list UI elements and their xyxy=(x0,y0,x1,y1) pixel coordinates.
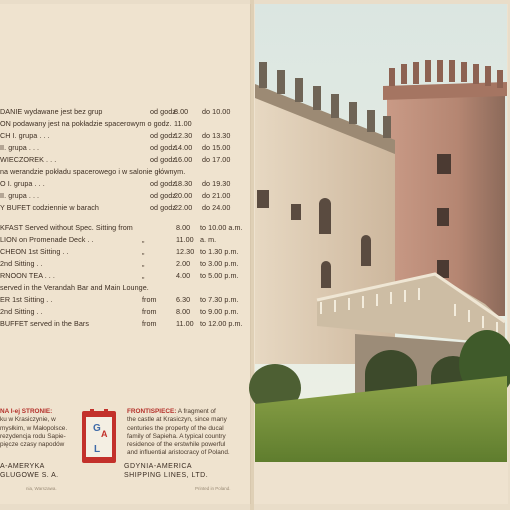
schedule-row xyxy=(0,294,250,305)
printer-credit-en: Printed in Poland. xyxy=(195,486,231,491)
wall-window xyxy=(291,204,301,220)
schedule-time-to: to 10.00 a.m. xyxy=(200,223,243,232)
schedule-row xyxy=(0,106,250,117)
schedule-row xyxy=(0,154,250,165)
schedule-time-to: to 5.00 p.m. xyxy=(200,271,239,280)
frontispiece-line-en: A fragment of xyxy=(177,408,216,415)
schedule-row xyxy=(0,202,250,213)
wall-window xyxy=(321,261,331,288)
schedule-meal-label: Y BUFET codziennie w barach xyxy=(0,203,99,212)
frontispiece-line-en: residence of the erstwhile powerful xyxy=(127,441,226,449)
schedule-prefix: „ xyxy=(142,235,145,244)
schedule-row xyxy=(0,142,250,153)
schedule-meal-label: na werandzie pokładu spacerowego i w salonie głównym. xyxy=(0,167,186,176)
schedule-time-from: 12.30 xyxy=(174,131,193,140)
schedule-row xyxy=(0,318,250,329)
schedule-time-from: 20.00 xyxy=(174,191,193,200)
menu-left-page xyxy=(0,4,251,504)
schedule-time-from: 11.00 xyxy=(176,319,194,328)
frontispiece-note-en xyxy=(127,408,249,458)
company-line: A-AMERYKA xyxy=(0,463,45,470)
wall-window xyxy=(361,235,371,266)
schedule-row xyxy=(0,282,250,293)
schedule-row xyxy=(0,234,250,245)
schedule-time-to: do 21.00 xyxy=(202,191,231,200)
company-name-pl xyxy=(0,462,78,480)
logo-tower xyxy=(104,409,108,415)
schedule-meal-label: 2nd Sitting . . xyxy=(0,259,43,268)
schedule-meal-label: RNOON TEA . . . xyxy=(0,271,55,280)
schedule-row xyxy=(0,258,250,269)
schedule-time-to: do 17.00 xyxy=(202,155,231,164)
schedule-meal-label: KFAST Served without Spec. Sitting from xyxy=(0,223,133,232)
schedule-meal-label: WIECZOREK . . . xyxy=(0,155,57,164)
wall-window xyxy=(257,190,269,208)
tower-window xyxy=(437,208,449,226)
frontispiece-line-pl: rezydencja rodu Sapie- xyxy=(0,432,66,440)
schedule-prefix: from xyxy=(142,319,157,328)
schedule-row xyxy=(0,270,250,281)
schedule-time-to: do 15.00 xyxy=(202,143,231,152)
schedule-prefix: od godz. xyxy=(150,131,178,140)
schedule-time-from: 11.00 xyxy=(176,235,194,244)
schedule-time-from: 2.00 xyxy=(176,259,191,268)
schedule-prefix: od godz. xyxy=(150,191,178,200)
logo-letter: L xyxy=(94,444,101,455)
schedule-time-from: 8.00 xyxy=(174,107,189,116)
schedule-prefix: od godz. xyxy=(150,203,178,212)
schedule-meal-label: DANIE wydawane jest bez grup xyxy=(0,107,103,116)
schedule-prefix: od godz. xyxy=(150,107,178,116)
schedule-time-from: 6.30 xyxy=(176,295,191,304)
schedule-time-from: 22.00 xyxy=(174,203,193,212)
schedule-meal-label: LION on Promenade Deck . . xyxy=(0,235,94,244)
schedule-row xyxy=(0,306,250,317)
schedule-prefix: od godz. xyxy=(150,143,178,152)
menu-cover-page xyxy=(254,4,508,504)
company-line: GLUGOWE S. A. xyxy=(0,472,59,479)
schedule-time-to: to 3.00 p.m. xyxy=(200,259,239,268)
schedule-prefix: od godz. xyxy=(150,179,178,188)
company-line: SHIPPING LINES, LTD. xyxy=(124,472,209,479)
printer-credit-pl: nia, Warszawa. xyxy=(26,486,57,491)
tower-window xyxy=(437,154,451,174)
schedule-time-to: do 10.00 xyxy=(202,107,231,116)
schedule-meal-label: ER 1st Sitting . . xyxy=(0,295,53,304)
schedule-prefix: „ xyxy=(142,259,145,268)
schedule-time-from: 8.00 xyxy=(176,223,191,232)
frontispiece-line-pl: pięcze czasy napodów xyxy=(0,441,65,449)
frontispiece-line-pl: ku w Krasiczynie, w xyxy=(0,416,56,424)
schedule-row xyxy=(0,166,250,177)
schedule-meal-label: ON podawany jest na pokładzie spacerowym o godz. xyxy=(0,119,172,128)
company-name-en xyxy=(124,462,250,480)
schedule-prefix: „ xyxy=(142,271,145,280)
schedule-meal-label: II. grupa . . . xyxy=(0,143,40,152)
schedule-time-from: 8.00 xyxy=(176,307,191,316)
schedule-time-to: do 13.30 xyxy=(202,131,231,140)
schedule-prefix: od godz. xyxy=(150,155,178,164)
frontispiece-line-en: and influential aristocracy of Poland. xyxy=(127,449,230,457)
wall-window xyxy=(319,198,331,234)
logo-letter: G xyxy=(93,423,101,434)
schedule-row xyxy=(0,190,250,201)
schedule-meal-label: CHEON 1st Sitting . . xyxy=(0,247,69,256)
schedule-row xyxy=(0,130,250,141)
schedule-prefix: from xyxy=(142,307,157,316)
schedule-time-to: do 19.30 xyxy=(202,179,231,188)
schedule-time-to: to 12.00 p.m. xyxy=(200,319,243,328)
frontispiece-note-pl xyxy=(0,408,72,449)
frontispiece-line-en: centuries the property of the ducal xyxy=(127,424,224,432)
schedule-time-from: 12.30 xyxy=(176,247,195,256)
schedule-meal-label: O I. grupa . . . xyxy=(0,179,45,188)
schedule-row xyxy=(0,246,250,257)
logo-letter: A xyxy=(101,429,108,439)
schedule-time-from: 4.00 xyxy=(176,271,191,280)
schedule-time-to: a. m. xyxy=(200,235,217,244)
schedule-meal-label: BUFFET served in the Bars xyxy=(0,319,89,328)
schedule-time-to: to 7.30 p.m. xyxy=(200,295,239,304)
frontispiece-title-pl: NA I-ej STRONIE: xyxy=(0,408,53,415)
schedule-time-from: 18.30 xyxy=(174,179,193,188)
gal-shield-logo xyxy=(80,407,118,467)
schedule-row xyxy=(0,178,250,189)
schedule-meal-label: II. grupa . . . xyxy=(0,191,40,200)
frontispiece-title-en: FRONTISPIECE: xyxy=(127,408,177,415)
schedule-time-to: to 9.00 p.m. xyxy=(200,307,239,316)
schedule-meal-label: 2nd Sitting . . xyxy=(0,307,43,316)
schedule-prefix: from xyxy=(142,295,157,304)
schedule-time-from: 14.00 xyxy=(174,143,193,152)
schedule-meal-label: served in the Verandah Bar and Main Lounge. xyxy=(0,283,149,292)
schedule-time-to: to 1.30 p.m. xyxy=(200,247,239,256)
frontispiece-line-pl: mysłkim, w Małopolsce. xyxy=(0,424,68,432)
schedule-time-from: 11.00 xyxy=(174,119,192,128)
schedule-prefix: „ xyxy=(142,247,145,256)
schedule-time-from: 16.00 xyxy=(174,155,193,164)
schedule-meal-label: CH I. grupa . . . xyxy=(0,131,50,140)
schedule-row xyxy=(0,222,250,233)
company-line: GDYNIA-AMERICA xyxy=(124,463,193,470)
schedule-time-to: do 24.00 xyxy=(202,203,231,212)
castle-photograph xyxy=(255,4,507,462)
schedule-row xyxy=(0,118,250,129)
frontispiece-line-en: the castle at Krasiczyn, since many xyxy=(127,416,227,424)
frontispiece-line-en: family of Sapieha. A typical country xyxy=(127,432,226,440)
logo-tower xyxy=(90,409,94,415)
